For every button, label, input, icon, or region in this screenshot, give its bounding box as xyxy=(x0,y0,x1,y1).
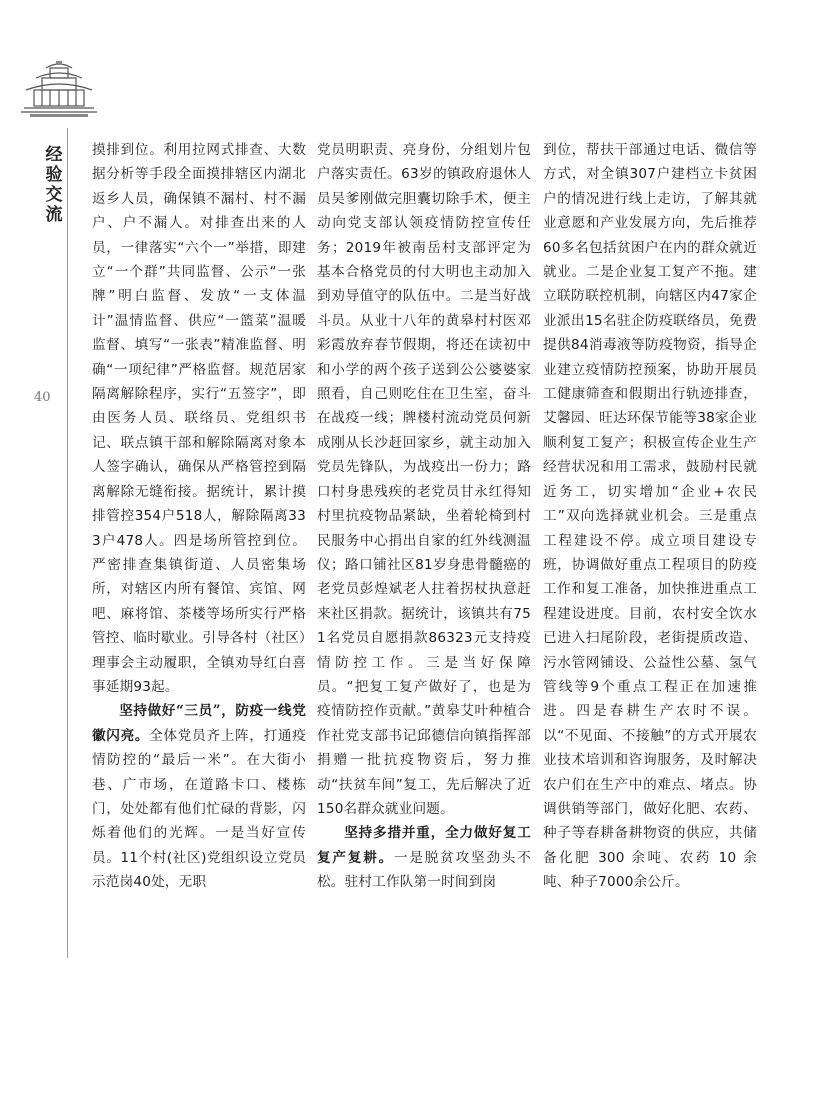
section-label-char: 验 xyxy=(45,165,63,185)
bold-lead: 坚持多措并重，全力做好复工复产复耕。 xyxy=(317,825,531,866)
text-column-2 xyxy=(317,138,531,895)
page-number: 40 xyxy=(34,390,51,405)
section-label-char: 交 xyxy=(45,185,63,205)
text-column-1 xyxy=(92,138,306,895)
paragraph xyxy=(317,821,531,894)
section-label-char: 经 xyxy=(45,145,63,165)
paragraph: 摸排到位。利用拉网式排查、大数据分析等手段全面摸排辖区内湖北返乡人员，确保镇不漏村、村不漏户、户不漏人。对排查出来的人员，一律落实“六个一”举措，即建立“一个群”共同监督、公示“一张牌”明白监督、发放“一支体温计”温情监督、供应“一篮菜”温暖监督、填写“一张表”精准监督、明确“一项纪律”严格监督。规范居家隔离解除程序，实行“五签字”，即由医务人员、联络员、党组织书记、联点镇干部和解除隔离对象本人签字确认，确保从严格管控到隔离解除无缝衔接。据统计，累计摸排管控354户518人，解除隔离333户478人。四是场所管控到位。严密排查集镇街道、人员密集场所，对辖区内所有餐馆、宾馆、网吧、麻将馆、茶楼等场所实行严格管控、临时歇业。引导各村（社区）理事会主动履职，全镇劝导红白喜事延期93起。 xyxy=(92,142,306,695)
paragraph xyxy=(92,699,306,894)
section-label xyxy=(44,145,64,225)
section-label-char: 流 xyxy=(45,205,63,225)
vertical-divider xyxy=(67,128,68,958)
paragraph-text: 全体党员齐上阵，打通疫情防控的“最后一米”。在大街小巷、广市场，在道路卡口、楼栋门，处处都有他们忙碌的背影，闪烁着他们的光辉。一是当好宣传员。11个村(社区)党组织设立党员示范岗40处，无职 xyxy=(92,727,306,891)
text-column-3 xyxy=(543,138,757,895)
bold-lead: 坚持做好“三员”，防疫一线党徽闪亮。 xyxy=(92,703,306,744)
paragraph-text: 一是脱贫攻坚劲头不松。驻村工作队第一时间到岗 xyxy=(317,849,531,891)
paragraph: 党员明职责、亮身份，分组划片包户落实责任。63岁的镇政府退休人员吴爹刚做完胆囊切除手术，便主动向党支部认领疫情防控宣传任务；2019年被南岳村支部评定为基本合格党员的付大明也主动加入到劝导值守的队伍中。二是当好战斗员。从业十八年的黄皋村村医邓彩霞放弃春节假期，将还在读初中和小学的两个孩子送到公公婆婆家照看，自己则吃住在卫生室，奋斗在战疫一线；牌楼村流动党员何新成刚从长沙赶回家乡，就主动加入党员先锋队，为战疫出一份力；路口村身患残疾的老党员甘永红得知村里抗疫物品紧缺，坐着轮椅到村民服务中心捐出自家的红外线测温仪；路口铺社区81岁身患骨髓癌的老党员彭煌斌老人拄着拐杖执意赶来社区捐款。据统计，该镇共有751名党员自愿捐款86323元支持疫情防控工作。三是当好保障员。“把复工复产做好了，也是为疫情防控作贡献。”黄皋艾叶种植合作社党支部书记邱德信向镇指挥部捐赠一批抗疫物资后，努力推动“扶贫车间”复工，先后解决了近150名群众就业问题。 xyxy=(317,142,531,817)
pavilion-tower-icon xyxy=(16,58,102,120)
paragraph: 到位，帮扶干部通过电话、微信等方式，对全镇307户建档立卡贫困户的情况进行线上走访，了解其就业意愿和产业发展方向，先后推荐60多名包括贫困户在内的群众就近就业。二是企业复工复产不拖。建立联防联控机制，向辖区内47家企业派出15名驻企防疫联络员，免费提供84消毒液等防疫物资，指导企业建立疫情防控预案，协助开展员工健康筛查和假期出行轨迹排查，艾馨园、旺达环保节能等38家企业顺利复工复产；积极宣传企业生产经营状况和用工需求，鼓励村民就近务工，切实增加“企业+农民工”双向选择就业机会。三是重点工程建设不停。成立项目建设专班，协调做好重点工程项目的防疫工作和复工准备，加快推进重点工程建设进度。目前，农村安全饮水已进入扫尾阶段，老街提质改造、污水管网铺设、公益性公墓、氢气管线等9个重点工程正在加速推进。四是春耕生产农时不误。以“不见面、不接触”的方式开展农业技术培训和咨询服务，及时解决农户们在生产中的难点、堵点。协调供销等部门，做好化肥、农药、种子等春耕备耕物资的供应，共储备化肥 300 余吨、农药 10 余吨、种子7000余公斤。 xyxy=(543,142,757,891)
